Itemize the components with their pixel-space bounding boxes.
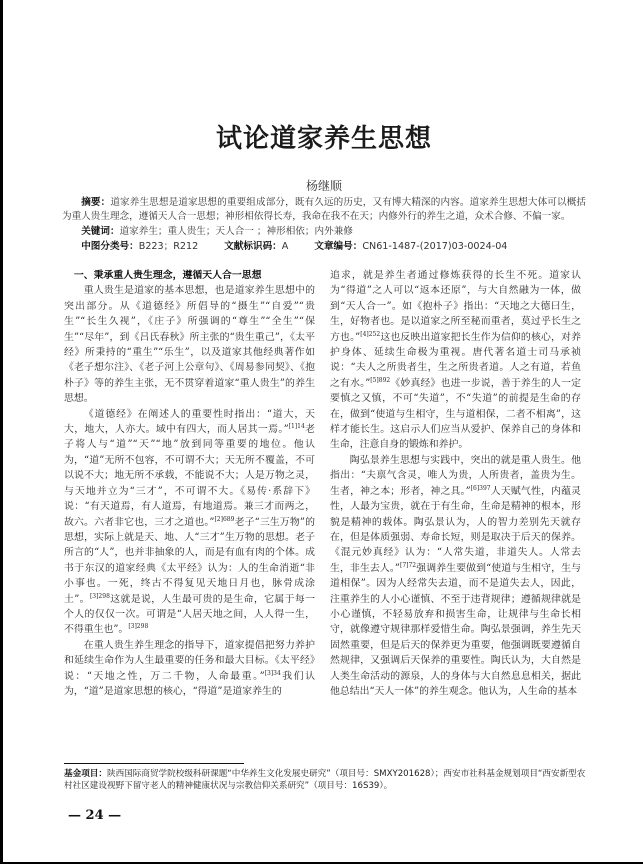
abstract-text: 道家养生思想是道家思想的重要组成部分，既有久远的历史，又有博大精深的内容。道家养生思想大体可以概括为重人贵生理念，遵循天人合一思想；神形相依得长寿，我命在我不在天；内修外行的养生之道，众术合修、不偏一家。: [62, 197, 587, 222]
abstract-label: 摘要：: [81, 197, 111, 208]
citation: [1]14: [288, 423, 305, 431]
page-number: — 24 —: [68, 808, 122, 823]
citation: [4]252: [360, 330, 381, 338]
paragraph: 在重人贵生养生理念的指导下，道家提倡把努力养护和延续生命作为人生最重要的任务和最大目标。《太平经》说：“天地之性，万二千物，人命最重。”$^{[3]34}$我们认为，“道”是道家思想的核心，“得道”是道家养生的: [64, 639, 315, 697]
body-column-right: [330, 268, 581, 756]
citation: [5]892: [370, 376, 391, 384]
keywords-text: 道家养生；重人贵生；天人合一 ；神形相依；内外兼修: [119, 226, 353, 237]
keywords-label: 关键词：: [81, 226, 120, 237]
citation: [7]72: [399, 561, 417, 569]
citation: [2]689: [214, 515, 235, 523]
paragraph: 陶弘景养生思想与实践中，突出的就是重人贵生。他指出：“夫禀气含灵，唯人为贵，人所贵者，盖贵为生。生者，神之本；形者，神之具。”$^{[6]397}$人天赋气性，内蕴灵性，人最为宝贵，就在于有生命，生命是精神的根本，形貌是精神的载体。陶弘景认为，人的智力差别先天就存在，但是体质强弱、寿命长短，则是取决于后天的保养。《混元妙真经》认为：“人常失道，非道失人。人常去生，非生去人。”$^{[7]72}$强调养生要做到“使道与生相守，生与道相保”。因为人经常失去道，而不是道失去人，因此，注重养生的人小心谨慎、不至于违背规律；遵循规律就是小心谨慎，不轻易放弃和损害生命，让规律与生命长相守，就像遵守规律那样爱惜生命。陶弘景强调，养生先天固然重要，但是后天的保养更为重要，他强调既要遵循自然规律，又强调后天保养的重要性。陶氏认为，大自然是人类生命活动的源泉，人的身体与大自然息息相关，据此他总结出“天人一体”的养生观念。他认为，人生命的基本: [330, 454, 581, 697]
abstract: [62, 196, 586, 224]
keywords: [62, 225, 586, 239]
citation: [3]34: [264, 669, 281, 677]
paragraph: 《道德经》在阐述人的重要性时指出：“道大，天大，地大，人亦大。域中有四大，而人居其一焉。”$^{[1]14}$老子将人与“道”“天”“地”放到同等重要的地位。他认为，“道”无所不包容，不可谓不大；天无所不覆盖，不可以说不大；地无所不承载，不能说不大；人是万物之灵，与天地并立为“三才”，不可谓不大。《易传·系辞下》说：“有天道焉，有人道焉，有地道焉。兼三才而两之，故六。六者非它也，三才之道也。”$^{[2]689}$老子“三生万物”的思想，实际上就是天、地、人“三才”生万物的思想。老子所言的“人”，也并非抽象的人，而是有血有肉的个体。成书于东汉的道家经典《太平经》认为：人的生命消逝“非小事也。一死，终古不得复见天地日月也，脉骨成涂土”。$^{[3]298}$这就是说，人生最可贵的是生命，它属于每一个人的仅仅一次。可谓是“人居天地之间，人人得一生，不得重生也”。$^{[3]298}$: [64, 408, 315, 636]
citation: [3]298: [128, 623, 149, 631]
citation: [6]397: [470, 484, 491, 492]
author-name: 杨继顺: [305, 179, 342, 193]
clc-number: 中图分类号：B223；R212: [81, 241, 199, 252]
document-code: 文献标识码：A: [224, 241, 289, 252]
funding-label: 基金项目：: [64, 769, 107, 779]
citation: [3]298: [89, 592, 110, 600]
article-title: 试论道家养生思想: [215, 124, 432, 154]
funding-footnote: [64, 768, 588, 792]
paragraph: 重人贵生是道家的基本思想，也是道家养生思想中的突出部分。从《道德经》所倡导的“摄生”“自爱”“贵生”“长生久视”，《庄子》所强调的“尊生”“全生”“保生”“尽年”，到《吕氏春秋》所主张的“贵生重己”，《太平经》所秉持的“重生”“乐生”，以及道家其他经典著作如《老子想尔注》、《老子河上公章句》、《周易参同契》、《抱朴子》等的养生主张，无不贯穿着道家“重人贵生”的养生思想。: [64, 285, 315, 405]
paragraph: 追求，就是养生者通过修炼获得的长生不死。道家认为“得道”之人可以“返本还原”，与大自然融为一体，做到“天人合一”。如《抱朴子》指出：“天地之大德曰生，生，好物者也。是以道家之所至秘而重者，莫过乎长生之方也。”$^{[4]252}$这也反映出道家把长生作为信仰的核心，对养护身体、延续生命极为重视。唐代著名道士司马承祯说：“夫人之所贵者生，生之所贵者道。人之有道，若鱼之有水。”$^{[5]892}$《妙真经》也进一步说，善于养生的人一定要慎之又慎，不可“失道”，不“失道”的前提是生命的存在，做到“使道与生相守，生与道相保，二者不相离”，这样才能长生。这启示人们应当从爱护、保养自己的身体和生命，注意自身的锻炼和养护。: [330, 270, 581, 451]
funding-text: 陕西国际商贸学院校级科研课题“中华养生文化发展史研究”（项目号：SMXY201628）；西安市社科基金规划项目“西安新型农村社区建设视野下留守老人的精神健康状况与宗教信仰关系研究”（项目号：16S39）。: [64, 769, 586, 791]
section-heading: 一、秉承重人贵生理念，遵循天人合一思想: [73, 270, 262, 281]
article-header: [62, 122, 586, 254]
article-number: 文章编号：CN61-1487-(2017)03-0024-04: [314, 241, 508, 252]
footnote-divider: [64, 763, 244, 764]
classification-row: [62, 240, 586, 254]
page-left-border: [0, 0, 3, 864]
body-column-left: [64, 268, 315, 756]
